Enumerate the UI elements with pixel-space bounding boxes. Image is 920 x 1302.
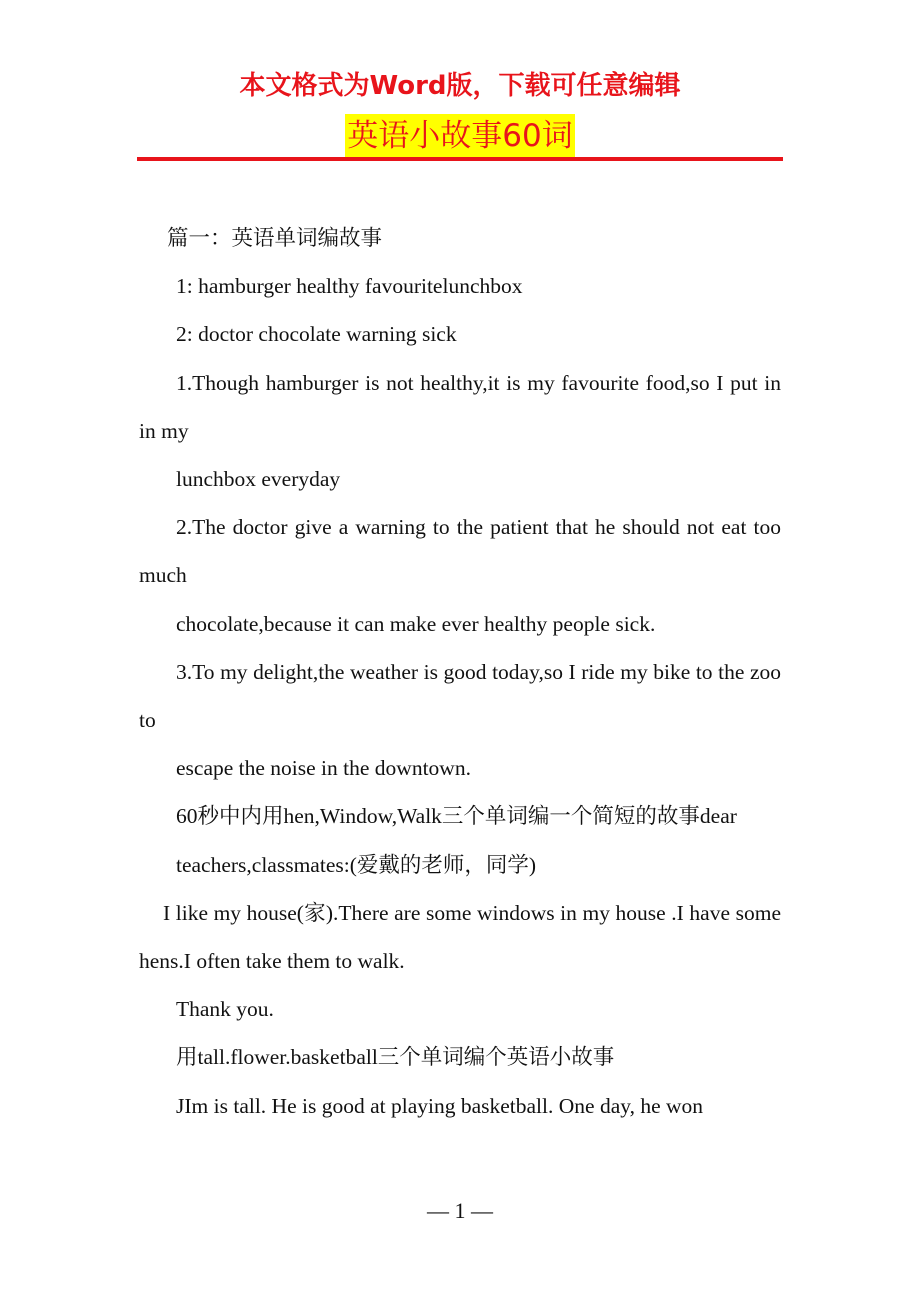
format-notice: 本文格式为Word版，下载可任意编辑 [239, 71, 681, 101]
story-sentence-1: 1.Though hamburger is not healthy,it is my favourite food,so I put in in my [139, 370, 781, 443]
jim-story: JIm is tall. He is good at playing basketball. One day, he won [176, 1093, 704, 1118]
prompt-tall-flower-basketball: 用tall.flower.basketball三个单词编个英语小故事 [176, 1045, 615, 1070]
thank-you-line: Thank you. [176, 997, 274, 1022]
story-sentence-1-cont: lunchbox everyday [176, 467, 341, 492]
story-sentence-3-cont: escape the noise in the downtown. [176, 756, 471, 781]
document-body [139, 214, 781, 1130]
greeting-line: teachers,classmates:(爱戴的老师，同学) [176, 852, 537, 877]
title-wrapper [0, 114, 920, 158]
story-sentence-2: 2.The doctor give a warning to the patient that he should not eat too much [139, 515, 781, 588]
word-list-2: 2: doctor chocolate warning sick [176, 322, 457, 347]
word-list-1: 1: hamburger healthy favouritelunchbox [176, 274, 523, 299]
document-title: 英语小故事60词 [345, 114, 574, 158]
section-heading: 篇一：英语单词编故事 [167, 226, 383, 250]
story-sentence-3: 3.To my delight,the weather is good today,so I ride my bike to the zoo to [139, 659, 781, 733]
page-number: — 1 — [427, 1198, 493, 1223]
house-story: I like my house(家).There are some windows in my house .I have some hens.I often take them to walk. [139, 900, 781, 974]
story-sentence-2-cont: chocolate,because it can make ever healthy people sick. [176, 611, 656, 636]
title-divider [137, 157, 783, 161]
prompt-hen-window-walk: 60秒中内用hen,Window,Walk三个单词编一个简短的故事dear [176, 804, 737, 829]
